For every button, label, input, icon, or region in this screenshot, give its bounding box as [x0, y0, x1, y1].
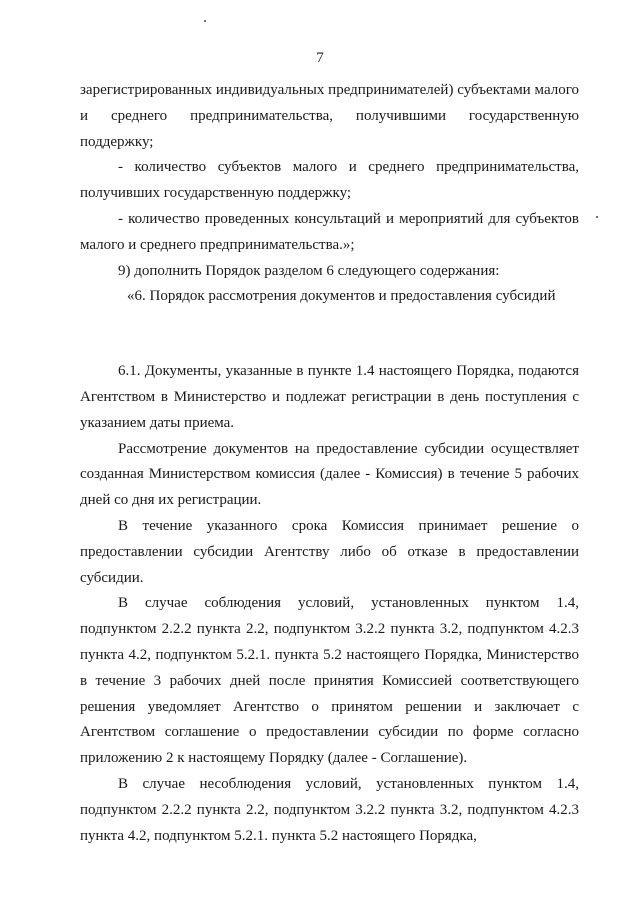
- section-heading: «6. Порядок рассмотрения документов и предоставления субсидий: [127, 288, 556, 305]
- paragraph: Рассмотрение документов на предоставление субсидии осуществляет созданная Министерством комиссия (далее - Комиссия) в течение 5 рабочих дней со дня их регистрации.: [80, 440, 579, 509]
- scan-speck: [204, 20, 206, 22]
- document-body: [80, 78, 579, 849]
- paragraph: 6.1. Документы, указанные в пункте 1.4 настоящего Порядка, подаются Агентством в Министерство и подлежат регистрации в день поступления с указанием даты приема.: [80, 363, 579, 431]
- paragraph: В случае несоблюдения условий, установленных пунктом 1.4, подпунктом 2.2.2 пункта 2.2, подпунктом 3.2.2 пункта 3.2, подпунктом 4.2.3 пункта 4.2, подпунктом 5.2.1. пункта 5.2 настоящего Порядка,: [80, 775, 579, 844]
- paragraph: В случае соблюдения условий, установленных пунктом 1.4, подпунктом 2.2.2 пункта 2.2, подпунктом 3.2.2 пункта 3.2, подпунктом 4.2.3 пункта 4.2, подпунктом 5.2.1. пункта 5.2 настоящего Порядка, Министерство в течение 3 рабочих дней после принятия Комиссией соответствующего решения уведомляет Агентство о принятом решении и заключает с Агентством соглашение о предоставлении субсидии по форме согласно приложению 2 к настоящему Порядку (далее - Соглашение).: [80, 595, 579, 767]
- list-item: - количество проведенных консультаций и мероприятий для субъектов малого и среднего предпринимательства.»;: [80, 210, 579, 253]
- spacer: [80, 310, 579, 359]
- paragraph: В течение указанного срока Комиссия принимает решение о предоставлении субсидии Агентству либо об отказе в предоставлении субсидии.: [80, 517, 579, 586]
- paragraph: зарегистрированных индивидуальных предпринимателей) субъектами малого и среднего предпринимательства, получившими государственную поддержку;: [80, 82, 579, 150]
- page-number: 7: [316, 50, 324, 66]
- list-item: - количество субъектов малого и среднего предпринимательства, получивших государственную поддержку;: [80, 159, 579, 202]
- scan-speck: [596, 216, 598, 218]
- paragraph: 9) дополнить Порядок разделом 6 следующего содержания:: [118, 262, 500, 279]
